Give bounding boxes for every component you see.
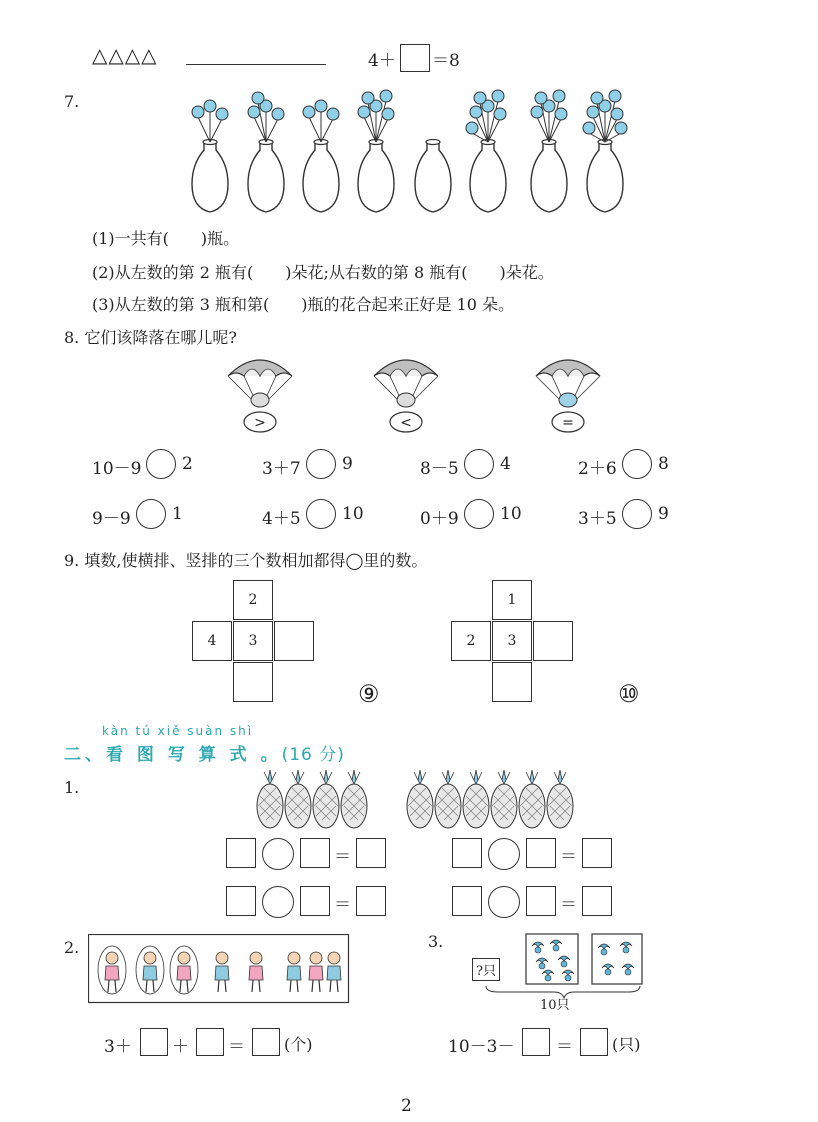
vase — [192, 100, 228, 212]
q7-sub1: (1)一共有( )瓶。 — [92, 229, 240, 248]
pineapple — [407, 770, 433, 828]
expr-left: 2＋6 — [578, 459, 617, 479]
parachute[interactable] — [374, 360, 438, 432]
grid2-center: 3 — [492, 621, 532, 661]
flower — [252, 92, 264, 104]
bird-cage — [592, 934, 642, 984]
equals-sign: ＝ — [560, 847, 577, 867]
answer-box[interactable] — [452, 886, 482, 916]
flower — [587, 106, 599, 118]
p3-box-2[interactable] — [580, 1028, 608, 1056]
flower — [611, 108, 623, 120]
answer-box[interactable] — [226, 886, 256, 916]
flower — [474, 92, 486, 104]
answer-box[interactable] — [356, 886, 386, 916]
flower — [358, 106, 370, 118]
flower — [609, 90, 621, 102]
expr-left: 10－9 — [92, 459, 142, 479]
flower — [553, 90, 565, 102]
expr-left: 0＋9 — [420, 509, 459, 529]
answer-box[interactable] — [452, 838, 482, 868]
p3-equals: ＝ — [556, 1037, 573, 1057]
expr-right: 2 — [182, 454, 193, 474]
p2-equals: ＝ — [228, 1037, 245, 1057]
pineapple — [285, 770, 311, 828]
compare-circle[interactable] — [306, 499, 336, 529]
expr-right: 4 — [500, 454, 511, 474]
vase — [415, 140, 451, 213]
flower — [555, 108, 567, 120]
answer-box[interactable] — [400, 44, 430, 72]
compare-circle[interactable] — [622, 499, 652, 529]
flower — [531, 106, 543, 118]
parachutes-illustration — [220, 354, 620, 438]
expr-left: 8－5 — [420, 459, 459, 479]
pineapple — [257, 770, 283, 828]
p3-unknown-label: ?只 — [472, 958, 500, 981]
equals-sign: ＝ — [334, 895, 351, 915]
expr-right: 10 — [500, 504, 522, 524]
flower — [615, 122, 627, 134]
vase — [531, 90, 567, 212]
compare-circle[interactable] — [464, 449, 494, 479]
pineapple — [341, 770, 367, 828]
vase — [303, 100, 339, 212]
top-eq-right: ＝8 — [432, 51, 460, 71]
section2-score: (16 分) — [281, 745, 345, 765]
q8-title: 8. 它们该降落在哪儿呢? — [64, 328, 237, 347]
grid1-top: 2 — [233, 580, 273, 620]
section2-title-text: 二、看 图 写 算 式 。 — [64, 745, 282, 765]
flower — [315, 100, 327, 112]
grid1-left: 4 — [192, 621, 232, 661]
parachute[interactable] — [536, 360, 600, 432]
p2-number: 2. — [64, 938, 80, 957]
section2-pinyin: kàn tú xiě suàn shì — [102, 724, 254, 738]
answer-box[interactable] — [300, 886, 330, 916]
flower — [303, 106, 315, 118]
p3-unit: (只) — [612, 1035, 641, 1054]
vase — [358, 90, 394, 212]
flower — [591, 92, 603, 104]
p2-plus: ＋ — [172, 1037, 189, 1057]
p3-number: 3. — [428, 932, 444, 951]
q7-sub3: (3)从左数的第 3 瓶和第( )瓶的花合起来正好是 10 朵。 — [92, 295, 515, 314]
pineapples-illustration — [250, 770, 590, 830]
flower — [583, 122, 595, 134]
compare-circle[interactable] — [136, 499, 166, 529]
expr-left: 4＋5 — [262, 509, 301, 529]
expr-right: 8 — [658, 454, 669, 474]
grid2-left: 2 — [451, 621, 491, 661]
operator-circle[interactable] — [488, 838, 520, 870]
flower — [362, 92, 374, 104]
flower — [216, 108, 228, 120]
page-number: 2 — [401, 1096, 412, 1116]
pineapple — [435, 770, 461, 828]
flower — [492, 90, 504, 102]
vase — [466, 90, 506, 212]
pineapple — [519, 770, 545, 828]
p2-box-2[interactable] — [196, 1028, 224, 1056]
top-eq-left: 4＋ — [368, 51, 396, 71]
expr-right: 9 — [342, 454, 353, 474]
operator-circle[interactable] — [262, 838, 294, 870]
grid2-bottom-blank[interactable] — [492, 662, 532, 702]
q7-number: 7. — [64, 92, 80, 111]
flower — [494, 108, 506, 120]
compare-circle[interactable] — [464, 499, 494, 529]
vases-illustration — [180, 84, 660, 218]
flower — [466, 122, 478, 134]
vase — [583, 90, 627, 212]
expr-right: 1 — [172, 504, 183, 524]
children-illustration — [88, 934, 350, 1004]
equals-sign: ＝ — [334, 847, 351, 867]
pineapple — [313, 770, 339, 828]
p1-number: 1. — [64, 778, 80, 797]
answer-line[interactable] — [186, 64, 326, 65]
answer-box[interactable] — [356, 838, 386, 868]
answer-box[interactable] — [582, 886, 612, 916]
triangles: △△△△ — [92, 43, 158, 67]
section2-title — [64, 740, 345, 765]
p3-box-1[interactable] — [522, 1028, 550, 1056]
equals-sign: ＝ — [560, 895, 577, 915]
expr-left: 3＋5 — [578, 509, 617, 529]
vase — [248, 92, 284, 212]
flower — [248, 106, 260, 118]
flower — [272, 108, 284, 120]
parachute-sign: < — [400, 415, 412, 431]
answer-box[interactable] — [582, 838, 612, 868]
q7-sub2: (2)从左数的第 2 瓶有( )朵花;从右数的第 8 瓶有( )朵花。 — [92, 263, 554, 282]
pineapple — [547, 770, 573, 828]
grid2-top: 1 — [492, 580, 532, 620]
grid2-target: ⑩ — [618, 680, 640, 708]
p2-box-1[interactable] — [140, 1028, 168, 1056]
flower — [192, 106, 204, 118]
operator-circle[interactable] — [262, 886, 294, 918]
flower — [380, 90, 392, 102]
pineapple — [491, 770, 517, 828]
compare-circle[interactable] — [306, 449, 336, 479]
flower — [470, 106, 482, 118]
grid1-center: 3 — [233, 621, 273, 661]
pineapple — [463, 770, 489, 828]
flower — [535, 92, 547, 104]
answer-box[interactable] — [526, 886, 556, 916]
p2-eq-start: 3＋ — [104, 1037, 132, 1057]
p3-eq-start: 10－3－ — [448, 1037, 515, 1057]
answer-box[interactable] — [300, 838, 330, 868]
p3-total-label: 10只 — [540, 998, 570, 1013]
parachute-sign: = — [562, 415, 574, 431]
compare-circle[interactable] — [146, 449, 176, 479]
p2-box-3[interactable] — [252, 1028, 280, 1056]
compare-circle[interactable] — [622, 449, 652, 479]
flower — [382, 108, 394, 120]
grid1-bottom-blank[interactable] — [233, 662, 273, 702]
q9-title: 9. 填数,使横排、竖排的三个数相加都得◯里的数。 — [64, 551, 428, 570]
parachute[interactable] — [228, 360, 292, 432]
grid1-right-blank[interactable] — [274, 621, 314, 661]
grid1-target: ⑨ — [358, 680, 380, 708]
parachute-sign: > — [254, 415, 266, 431]
answer-box[interactable] — [226, 838, 256, 868]
flower — [204, 100, 216, 112]
expr-left: 9－9 — [92, 509, 131, 529]
operator-circle[interactable] — [488, 886, 520, 918]
expr-left: 3＋7 — [262, 459, 301, 479]
flower — [327, 108, 339, 120]
answer-box[interactable] — [526, 838, 556, 868]
p2-unit: (个) — [284, 1035, 313, 1054]
expr-right: 10 — [342, 504, 364, 524]
expr-right: 9 — [658, 504, 669, 524]
grid2-right-blank[interactable] — [533, 621, 573, 661]
